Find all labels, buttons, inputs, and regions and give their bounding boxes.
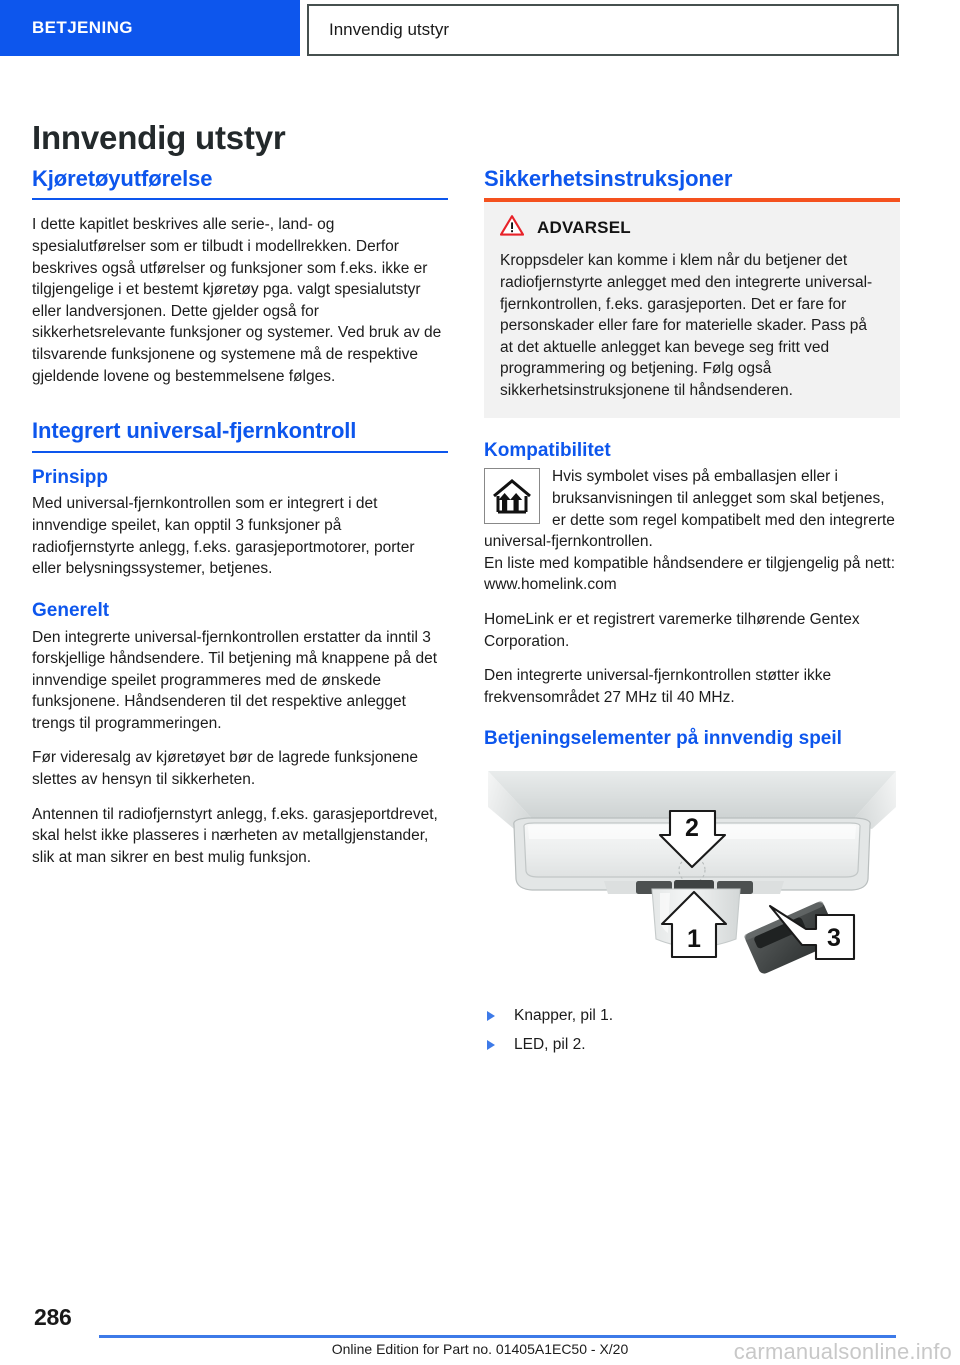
left-column	[32, 166, 448, 868]
page-number: 286	[34, 1304, 72, 1330]
subsection-title-kompatibilitet: Kompatibilitet	[484, 439, 611, 461]
spacer	[32, 400, 448, 418]
list-item	[484, 1005, 900, 1027]
page-title: Innvendig utstyr	[32, 119, 286, 157]
watermark: carmanualsonline.info	[733, 1339, 952, 1364]
section-title-integrert-universal-fjernkontroll: Integrert universal-fjernkontroll	[32, 418, 357, 444]
subsection-title-betjeningselementer: Betjeningselementer på innvendig speil	[484, 728, 842, 750]
triangle-bullet-icon	[487, 1011, 495, 1021]
paragraph-kompatibilitet-2: En liste med kompatible håndsendere er tilgjengelig på nett: www.homelink.com	[484, 554, 896, 594]
paragraph-kjoretoyutforelse-1: I dette kapitlet beskrives alle serie-, land- og spesialutførelser som er tilbudt i modellrekken. Derfor beskrives også utførelser og funksjoner som f.eks. ikke er tilgjengelige i et bestemt kjøretøy pga. valgt spesialutstyr eller landversjonen. Dette gjelder også for sikkerhetsrelevante funksjoner og systemer. Ved bruk av de tilsvarende funksjonene og systemene må de respektive gjeldende lovene og bestemmelsene følges.	[32, 216, 442, 385]
footer-rule	[99, 1335, 896, 1338]
paragraph-prinsipp-1: Med universal-fjernkontrollen som er integrert i det innvendige speilet, kan opptil 3 funksjoner på radiofjernstyrte anlegg, f.eks. garasjeportmotorer, porter eller belysningssystemer, betjenes.	[32, 495, 415, 578]
edition-note: Online Edition for Part no. 01405A1EC50 - X/20	[331, 1341, 629, 1357]
section-tab-label: Innvendig utstyr	[329, 20, 450, 39]
svg-text:2: 2	[685, 814, 699, 843]
section-tab[interactable]	[307, 4, 899, 56]
paragraph-generelt-3: Antennen til radiofjernstyrt anlegg, f.eks. garasjeportdrevet, skal helst ikke plasseres i nærheten av metallgjenstander, slik at man sikrer en best mulig funksjon.	[32, 805, 438, 866]
section-rule	[32, 451, 448, 453]
paragraph-kompatibilitet-1: Hvis symbolet vises på emballasjen eller i bruksanvisningen til anlegget som skal betjenes, er dette som regel kompatibelt med den integrerte universal-fjernkontrollen.	[484, 468, 895, 551]
paragraph-kompatibilitet-4: Den integrerte universal-fjernkontrollen støtter ikke frekvensområdet 27 MHz til 40 MHz.	[484, 667, 832, 706]
right-column	[484, 166, 900, 1062]
paragraph-generelt-1: Den integrerte universal-fjernkontrollen erstatter da inntil 3 forskjellige håndsendere. Til betjening må knappene på det innvendige speilet programmeres med de ønskede funksjonene. Håndsenderen til det respektive anlegget trengs til programmeringen.	[32, 628, 437, 732]
interior-mirror-controls-illustration	[484, 763, 900, 991]
paragraph-generelt-2: Før videresalg av kjøretøyet bør de lagrede funksjonene slettes av hensyn til sikkerheten.	[32, 749, 418, 789]
list-item-label: Knapper, pil 1.	[514, 1007, 614, 1025]
svg-text:1: 1	[687, 925, 701, 954]
warning-triangle-icon	[500, 215, 524, 241]
section-rule	[32, 198, 448, 200]
section-title-sikkerhetsinstruksjoner: Sikkerhetsinstruksjoner	[484, 166, 733, 191]
homelink-house-arrow-icon	[484, 468, 540, 524]
warning-text: Kroppsdeler kan komme i klem når du betjener det radiofjernstyrte anlegget med den integrerte universal-fjernkontrollen, f.eks. garasjeporten. Det er fare for personskader eller fare for materielle skader. Pass på at det aktuelle anlegget kan bevege seg fritt ved programmering og betjening. Følg også sikkerhetsinstruksjonene til håndsenderen.	[500, 252, 873, 399]
page-header	[0, 0, 960, 60]
warning-header	[500, 215, 884, 241]
callout-legend-list	[484, 1005, 900, 1055]
subsection-title-generelt: Generelt	[32, 599, 110, 621]
triangle-bullet-icon	[487, 1040, 495, 1050]
section-title-kjoretoyutforelse: Kjøretøyutførelse	[32, 166, 213, 191]
svg-text:3: 3	[827, 924, 841, 953]
list-item	[484, 1034, 900, 1056]
subsection-title-prinsipp: Prinsipp	[32, 466, 109, 488]
paragraph-kompatibilitet-3: HomeLink er et registrert varemerke tilhørende Gentex Corporation.	[484, 610, 860, 650]
warning-box	[484, 198, 900, 417]
page-footer	[0, 1296, 960, 1362]
list-item-label: LED, pil 2.	[514, 1035, 586, 1053]
chapter-tab[interactable]	[0, 0, 300, 56]
warning-label: ADVARSEL	[537, 218, 631, 238]
chapter-tab-label: BETJENING	[32, 18, 133, 37]
compatibility-block	[484, 466, 900, 552]
